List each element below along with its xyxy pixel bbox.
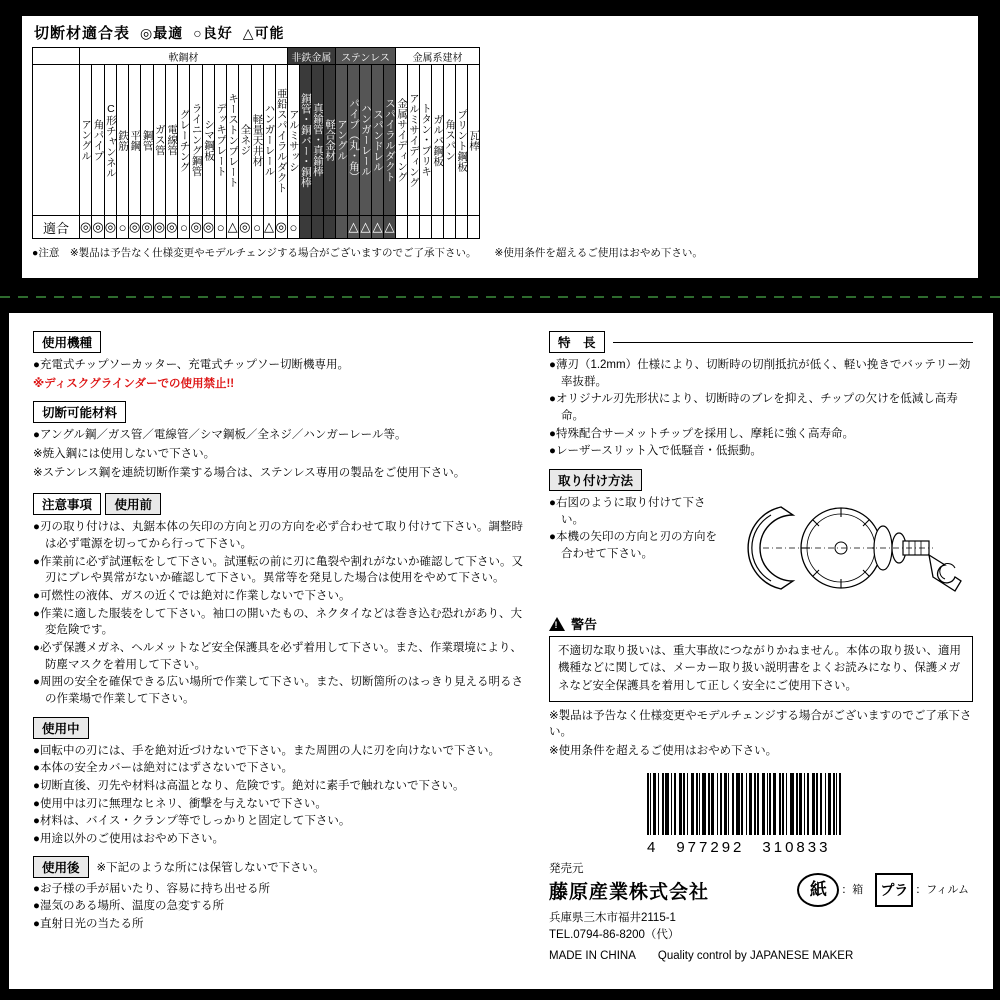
legend-possible: △可能	[242, 24, 285, 41]
instructions-panel	[8, 312, 994, 990]
col-head-6: ガス管	[153, 65, 165, 216]
cell-mark-28	[420, 216, 432, 239]
col-head-1: 角パイプ	[92, 65, 104, 216]
feature-line-1: ●薄刃（1.2mm）仕様により、切断時の切削抵抗が低く、軽い挽きでバッテリー効率抜群。	[549, 359, 971, 388]
col-head-25: スパイラルダクト	[384, 65, 396, 216]
cell-mark-26	[396, 216, 408, 239]
cell-mark-18	[299, 216, 311, 239]
cell-mark-5: ◎	[141, 216, 153, 239]
warning-note-2: ※使用条件を超えるご使用はおやめ下さい。	[549, 745, 778, 758]
during-use-line-6: ●用途以外のご使用はおやめ下さい。	[33, 833, 224, 846]
barcode-block	[647, 773, 977, 857]
during-use-line-4: ●使用中は刃に無理なヒネリ、衝撃を与えないで下さい。	[33, 797, 327, 810]
during-use-line-2: ●本体の安全カバーは絶対にはずさないで下さい。	[33, 762, 293, 775]
section-cuttable-materials	[33, 401, 533, 481]
cell-mark-14: ○	[251, 216, 263, 239]
heading-cuttable-materials: 切断可能材料	[33, 401, 126, 423]
col-head-30: 角スパン	[444, 65, 456, 216]
col-head-24: スパンドレル	[371, 65, 383, 216]
company-address: 兵庫県三木市福井2115-1	[549, 911, 676, 924]
paper-recycle-label: ：箱	[841, 883, 864, 896]
cell-mark-27	[408, 216, 420, 239]
group-header-metal-building: 金属系建材	[396, 48, 480, 65]
cell-mark-3: ○	[117, 216, 129, 239]
table-row	[33, 216, 480, 239]
group-header-stainless: ステンレス	[335, 48, 395, 65]
section-mounting	[549, 469, 973, 605]
cell-mark-31	[456, 216, 468, 239]
warning-triangle-icon	[549, 617, 565, 631]
section-precautions	[33, 490, 533, 932]
footer-block	[549, 861, 979, 966]
col-head-31: プリント鋼板	[456, 65, 468, 216]
col-head-16: 亜鉛スパイラルダクト	[275, 65, 287, 216]
col-head-13: 全ネジ	[239, 65, 251, 216]
before-use-line-2: ●作業前に必ず試運転をして下さい。試運転の前に刃に亀裂や割れがないか確認して下さい。又刃にブレや異常がないか確認して下さい。異常等を発見した場合は使用をやめて下さい。	[33, 555, 523, 585]
heading-after-use: 使用後	[33, 856, 89, 878]
plastic-recycle-label: ：フィルム	[915, 883, 969, 896]
mounting-line-2: ●本機の矢印の方向と刃の方向を合わせて下さい。	[549, 531, 717, 561]
heading-before-use: 使用前	[105, 493, 161, 515]
before-use-line-3: ●可燃性の液体、ガスの近くでは絶対に作業しないで下さい。	[33, 590, 351, 603]
col-head-12: キーストンプレート	[227, 65, 239, 216]
row-label-fit: 適合	[33, 216, 80, 239]
table-group-row	[33, 48, 480, 65]
heading-rule	[613, 342, 973, 343]
barcode-number: 4 977292 310833	[647, 839, 831, 856]
col-head-8: グレーチング	[178, 65, 190, 216]
col-head-26: 金属サイディング	[396, 65, 408, 216]
cell-mark-4: ◎	[129, 216, 141, 239]
col-head-14: 軽量天井材	[251, 65, 263, 216]
after-use-line-1: ●お子様の手が届いたり、容易に持ち出せる所	[33, 882, 270, 895]
after-use-subnote: ※下記のような所には保管しないで下さい。	[96, 861, 325, 874]
during-use-line-3: ●切断直後、刃先や材料は高温となり、危険です。絶対に素手で触れないで下さい。	[33, 780, 465, 793]
cell-mark-29	[432, 216, 444, 239]
quality-control: Quality control by JAPANESE MAKER	[657, 950, 854, 963]
compatibility-table	[32, 47, 480, 239]
table-corner-cell	[33, 48, 80, 65]
col-head-29: ガルバ鋼板	[432, 65, 444, 216]
recycle-marks	[797, 873, 969, 907]
section-warning	[549, 614, 973, 760]
cell-mark-16: ◎	[275, 216, 287, 239]
col-head-0: アングル	[80, 65, 92, 216]
compatibility-title-row	[22, 16, 978, 47]
section-features	[549, 331, 973, 460]
col-head-10: シマ鋼板	[202, 65, 214, 216]
cell-mark-0: ◎	[80, 216, 92, 239]
cell-mark-20	[323, 216, 335, 239]
feature-line-4: ●レーザースリット入で低騒音・低振動。	[549, 445, 762, 458]
paper-recycle-icon: 紙	[797, 873, 839, 907]
cell-mark-7: ◎	[166, 216, 178, 239]
cell-mark-9: ◎	[190, 216, 202, 239]
warning-heading-row	[549, 614, 973, 633]
col-head-23: ハンガーレール	[359, 65, 371, 216]
cuttable-line-2: ※焼入鋼には使用しないで下さい。	[33, 448, 216, 461]
after-use-line-3: ●直射日光の当たる所	[33, 918, 144, 931]
plastic-recycle-icon: プラ	[875, 873, 913, 907]
page-title: 切断材適合表	[34, 25, 131, 42]
cell-mark-2: ◎	[104, 216, 116, 239]
cell-mark-11: ○	[215, 216, 227, 239]
barcode-bars	[647, 773, 977, 835]
before-use-line-6: ●周囲の安全を確保できる広い場所で作業して下さい。また、切断箇所のはっきり見える明るさの作業場で作業して下さい。	[33, 676, 523, 706]
mounting-line-1: ●右図のように取り付けて下さい。	[549, 497, 706, 526]
col-head-2: C形チャンネル	[104, 65, 116, 216]
cell-mark-30	[444, 216, 456, 239]
col-head-18: 銅管・銅バー・銅棒	[299, 65, 311, 216]
cell-mark-23: △	[359, 216, 371, 239]
cell-mark-8: ○	[178, 216, 190, 239]
table-column-header-row	[33, 65, 480, 216]
table-corner-cell-2	[33, 65, 80, 216]
legend-good: ○良好	[193, 24, 233, 41]
left-column	[33, 331, 533, 942]
cut-line-divider	[0, 296, 1000, 298]
cell-mark-13: ◎	[239, 216, 251, 239]
cell-mark-21	[335, 216, 347, 239]
cell-mark-32	[468, 216, 480, 239]
col-head-28: トタン・ブリキ	[420, 65, 432, 216]
table-note-2: ※使用条件を超えるご使用はおやめ下さい。	[494, 247, 703, 259]
feature-line-2: ●オリジナル刃先形状により、切断時のブレを抑え、チップの欠けを低減し高寿命。	[549, 393, 958, 423]
col-head-7: 電線管	[166, 65, 178, 216]
heading-mounting: 取り付け方法	[549, 469, 642, 491]
made-in: MADE IN CHINA	[549, 950, 636, 963]
cell-mark-19	[311, 216, 323, 239]
before-use-line-5: ●必ず保護メガネ、ヘルメットなど安全保護具を必ず着用して下さい。また、作業環境により、防塵マスクを着用して下さい。	[33, 642, 522, 671]
cell-mark-6: ◎	[153, 216, 165, 239]
heading-usage-models: 使用機種	[33, 331, 101, 353]
usage-models-warning: ※ディスクグラインダーでの使用禁止!!	[33, 377, 235, 390]
col-head-3: 鉄筋	[117, 65, 129, 216]
cell-mark-17: ○	[287, 216, 299, 239]
col-head-22: パイプ（丸・角）	[347, 65, 359, 216]
warning-heading: 警告	[571, 617, 598, 633]
col-head-9: ライニング鋼管	[190, 65, 202, 216]
col-head-15: ハンガーレール	[263, 65, 275, 216]
feature-line-3: ●特殊配合サーメットチップを採用し、摩耗に強く高寿命。	[549, 427, 855, 440]
col-head-21: アングル	[335, 65, 347, 216]
cell-mark-12: △	[227, 216, 239, 239]
heading-precautions: 注意事項	[33, 493, 101, 515]
heading-features: 特 長	[549, 331, 605, 353]
during-use-line-5: ●材料は、バイス・クランプ等でしっかりと固定して下さい。	[33, 815, 351, 828]
warning-text: 不適切な取り扱いは、重大事故につながりかねません。本体の取り扱い、適用機種などに関しては、メーカー取り扱い説明書をよくお読みになり、保護メガネなど安全保護具を着用して正しく安全にご使用下さい。	[549, 636, 973, 702]
company-tel: TEL.0794-86-8200（代）	[549, 929, 680, 941]
heading-during-use: 使用中	[33, 717, 89, 739]
legend-best: ◎最適	[140, 24, 184, 41]
seller-label: 発売元	[549, 863, 584, 875]
blade-mount-illustration	[723, 495, 973, 600]
compatibility-panel	[22, 16, 978, 278]
section-usage-models	[33, 331, 533, 392]
usage-models-line-1: ●充電式チップソーカッター、充電式チップソー切断機専用。	[33, 359, 349, 371]
cuttable-line-3: ※ステンレス鋼を連続切断作業する場合は、ステンレス専用の製品をご使用下さい。	[33, 466, 466, 479]
col-head-4: 平鋼	[129, 65, 141, 216]
group-header-mild-steel: 軟鋼材	[80, 48, 288, 65]
col-head-27: アルミサイディング	[408, 65, 420, 216]
col-head-20: 軽合金材	[323, 65, 335, 216]
table-notes	[22, 239, 978, 260]
right-column	[549, 331, 973, 762]
col-head-5: 鋼管	[141, 65, 153, 216]
col-head-32: 瓦棒	[468, 65, 480, 216]
cell-mark-15: △	[263, 216, 275, 239]
group-header-nonferrous: 非鉄金属	[287, 48, 335, 65]
col-head-17: アルミサッシ	[287, 65, 299, 216]
before-use-line-4: ●作業に適した服装をして下さい。袖口の開いたもの、ネクタイなどは巻き込む恐れがあり、大変危険です。	[33, 607, 523, 637]
table-note-1: ●注意 ※製品は予告なく仕様変更やモデルチェンジする場合がございますのでご了承下さい。	[32, 247, 477, 259]
after-use-line-2: ●湿気のある場所、温度の急変する所	[33, 900, 224, 913]
cuttable-line-1: ●アングル鋼／ガス管／電線管／シマ鋼板／全ネジ／ハンガーレール等。	[33, 429, 407, 442]
cell-mark-24: △	[371, 216, 383, 239]
mounting-diagram	[723, 495, 973, 605]
cell-mark-1: ◎	[92, 216, 104, 239]
col-head-11: デッキプレート	[215, 65, 227, 216]
during-use-line-1: ●回転中の刃には、手を絶対近づけないで下さい。また周囲の人に刃を向けないで下さい。	[33, 744, 500, 757]
cell-mark-22: △	[347, 216, 359, 239]
col-head-19: 真鍮管・真鍮棒	[311, 65, 323, 216]
company-name: 藤原産業株式会社	[549, 882, 710, 904]
cell-mark-25: △	[384, 216, 396, 239]
warning-note-1: ※製品は予告なく仕様変更やモデルチェンジする場合がございますのでご了承下さい。	[549, 709, 972, 739]
cell-mark-10: ◎	[202, 216, 214, 239]
before-use-line-1: ●刃の取り付けは、丸鋸本体の矢印の方向と刃の方向を必ず合わせて取り付けて下さい。調整時は必ず電源を切ってから行って下さい。	[33, 521, 523, 551]
